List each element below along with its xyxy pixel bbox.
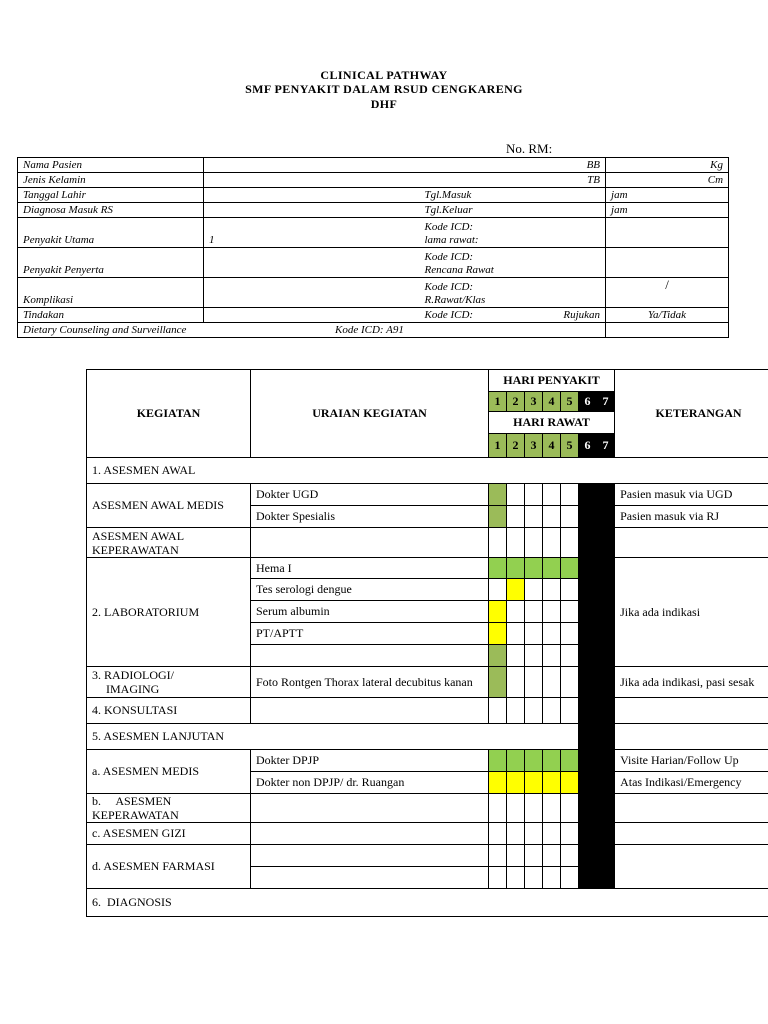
label-dietary: Dietary Counseling and Surveillance: [23, 324, 187, 336]
cell-empty: [204, 203, 420, 218]
item-dokter-non-dpjp: Dokter non DPJP/ dr. Ruangan: [251, 772, 489, 794]
doc-title-line1: CLINICAL PATHWAY: [320, 68, 448, 82]
day-cell: [543, 484, 561, 506]
day-cell: [489, 558, 507, 579]
day-cell: [561, 484, 579, 506]
day-cell: [543, 823, 561, 845]
day-cell: [561, 750, 579, 772]
label-kode-icd-2: Kode ICD:: [424, 251, 474, 263]
ket-ugd: Pasien masuk via UGD: [615, 484, 768, 506]
item-foto-rontgen: Foto Rontgen Thorax lateral decubitus kanan: [251, 667, 489, 698]
label-nama-pasien: Nama Pasien: [18, 158, 204, 173]
day-6-7-blocked: [579, 484, 615, 889]
section-asesmen-lanjutan: 5. ASESMEN LANJUTAN: [87, 724, 579, 750]
item-ptaptt: PT/APTT: [251, 623, 489, 645]
label-kode-icd-4: Kode ICD:: [424, 309, 474, 321]
day-cell: [507, 506, 525, 528]
row-radiologi: 3. RADIOLOGI/: [92, 668, 174, 682]
label-rujukan: Rujukan: [563, 309, 601, 321]
cell-empty: [606, 218, 729, 248]
item-empty: [251, 645, 489, 667]
row-asesmen-keperawatan: b. ASESMEN KEPERAWATAN: [87, 794, 251, 823]
ket-empty: [615, 794, 768, 823]
ket-empty: [615, 845, 768, 889]
day-cell: [561, 867, 579, 889]
label-diagnosa-masuk: Diagnosa Masuk RS: [18, 203, 204, 218]
day-cell: [489, 506, 507, 528]
patient-info-table: [17, 157, 729, 338]
ket-emergency: Atas Indikasi/Emergency: [615, 772, 768, 794]
day-penyakit-1: 1: [489, 392, 507, 412]
day-rawat-2: 2: [507, 434, 525, 458]
day-cell: [525, 645, 543, 667]
label-penyakit-penyerta: Penyakit Penyerta: [18, 248, 204, 278]
label-kode-icd-1: Kode ICD:: [424, 221, 474, 233]
day-cell: [489, 698, 507, 724]
day-cell: [543, 645, 561, 667]
day-cell: [489, 667, 507, 698]
label-jam-1: jam: [606, 188, 729, 203]
ket-visite: Visite Harian/Follow Up: [615, 750, 768, 772]
day-penyakit-3: 3: [525, 392, 543, 412]
day-cell: [507, 484, 525, 506]
day-cell: [507, 645, 525, 667]
item-empty: [251, 528, 489, 558]
day-cell: [507, 698, 525, 724]
day-cell: [525, 867, 543, 889]
day-rawat-4: 4: [543, 434, 561, 458]
label-tgl-keluar: Tgl.Keluar: [420, 203, 606, 218]
day-cell: [543, 601, 561, 623]
day-cell: [507, 823, 525, 845]
day-cell: [489, 772, 507, 794]
day-cell: [561, 528, 579, 558]
header-hari-rawat: HARI RAWAT: [489, 412, 615, 434]
row-asesmen-gizi: c. ASESMEN GIZI: [87, 823, 251, 845]
label-lama-rawat: lama rawat:: [424, 234, 479, 246]
ket-lab: Jika ada indikasi: [615, 558, 768, 667]
header-hari-penyakit: HARI PENYAKIT: [489, 370, 615, 392]
label-jenis-kelamin: Jenis Kelamin: [18, 173, 204, 188]
day-cell: [561, 601, 579, 623]
row-asesmen-awal-medis: ASESMEN AWAL MEDIS: [87, 484, 251, 528]
day-cell: [489, 750, 507, 772]
label-tb: TB: [204, 173, 606, 188]
day-cell: [507, 750, 525, 772]
item-albumin: Serum albumin: [251, 601, 489, 623]
item-dokter-dpjp: Dokter DPJP: [251, 750, 489, 772]
day-cell: [507, 667, 525, 698]
label-jam-2: jam: [606, 203, 729, 218]
label-rencana-rawat: Rencana Rawat: [424, 264, 494, 276]
day-penyakit-5: 5: [561, 392, 579, 412]
col-keterangan: KETERANGAN: [615, 370, 768, 458]
day-cell: [561, 579, 579, 601]
day-penyakit-4: 4: [543, 392, 561, 412]
day-cell: [507, 528, 525, 558]
day-cell: [525, 772, 543, 794]
day-cell: [525, 845, 543, 867]
section-asesmen-awal: 1. ASESMEN AWAL: [87, 458, 768, 484]
day-cell: [543, 794, 561, 823]
day-cell: [507, 845, 525, 867]
day-cell: [543, 750, 561, 772]
day-cell: [525, 506, 543, 528]
item-serologi: Tes serologi dengue: [251, 579, 489, 601]
item-dokter-ugd: Dokter UGD: [251, 484, 489, 506]
item-hema: Hema I: [251, 558, 489, 579]
cell-empty: [204, 248, 420, 278]
day-cell: [543, 623, 561, 645]
day-cell: [561, 623, 579, 645]
ket-empty: [615, 528, 768, 558]
day-cell: [561, 845, 579, 867]
day-cell: [489, 528, 507, 558]
day-cell: [525, 823, 543, 845]
item-empty: [251, 698, 489, 724]
col-uraian: URAIAN KEGIATAN: [251, 370, 489, 458]
day-rawat-7: 7: [597, 434, 615, 458]
ket-empty: [615, 698, 768, 724]
day-cell: [507, 623, 525, 645]
day-cell: [543, 772, 561, 794]
day-cell: [561, 794, 579, 823]
pathway-table: [86, 369, 768, 917]
label-bb: BB: [204, 158, 606, 173]
day-cell: [489, 794, 507, 823]
cell-empty: [204, 278, 420, 308]
label-kode-icd-a91: Kode ICD: A91: [335, 324, 404, 336]
value-ya-tidak: Ya/Tidak: [606, 308, 729, 323]
label-kode-icd-3: Kode ICD:: [424, 281, 474, 293]
item-empty: [251, 867, 489, 889]
slash-mark: /: [606, 278, 729, 308]
day-cell: [525, 623, 543, 645]
day-penyakit-7: 7: [597, 392, 615, 412]
day-cell: [507, 558, 525, 579]
day-cell: [525, 484, 543, 506]
item-empty: [251, 845, 489, 867]
row-asesmen-farmasi: d. ASESMEN FARMASI: [87, 845, 251, 889]
item-empty: [251, 823, 489, 845]
day-rawat-3: 3: [525, 434, 543, 458]
cell-empty: [606, 248, 729, 278]
day-cell: [543, 845, 561, 867]
row-radiologi-imaging: IMAGING: [106, 682, 160, 696]
cell-empty: [204, 188, 420, 203]
day-cell: [543, 528, 561, 558]
label-komplikasi: Komplikasi: [18, 278, 204, 308]
day-cell: [543, 667, 561, 698]
day-cell: [525, 528, 543, 558]
day-cell: [561, 506, 579, 528]
day-cell: [489, 601, 507, 623]
value-penyakit-utama: 1: [204, 218, 420, 248]
row-laboratorium: 2. LABORATORIUM: [87, 558, 251, 667]
day-cell: [543, 867, 561, 889]
day-cell: [525, 558, 543, 579]
day-cell: [489, 645, 507, 667]
day-cell: [489, 845, 507, 867]
day-cell: [489, 623, 507, 645]
ket-empty: [615, 724, 768, 750]
ket-empty: [615, 823, 768, 845]
cell-empty: [606, 323, 729, 338]
ket-rad: Jika ada indikasi, pasi sesak: [615, 667, 768, 698]
unit-cm: Cm: [606, 173, 729, 188]
day-cell: [561, 823, 579, 845]
label-tindakan: Tindakan: [18, 308, 204, 323]
cell-empty: [204, 308, 420, 323]
day-cell: [525, 698, 543, 724]
label-tanggal-lahir: Tanggal Lahir: [18, 188, 204, 203]
day-cell: [489, 579, 507, 601]
day-rawat-6: 6: [579, 434, 597, 458]
day-cell: [561, 558, 579, 579]
day-cell: [525, 579, 543, 601]
day-cell: [525, 601, 543, 623]
day-cell: [507, 772, 525, 794]
label-penyakit-utama: Penyakit Utama: [18, 218, 204, 248]
day-cell: [525, 794, 543, 823]
row-konsultasi: 4. KONSULTASI: [87, 698, 251, 724]
day-cell: [507, 794, 525, 823]
day-cell: [543, 698, 561, 724]
item-dokter-spesialis: Dokter Spesialis: [251, 506, 489, 528]
day-cell: [561, 772, 579, 794]
row-asesmen-awal-keperawatan: ASESMEN AWAL KEPERAWATAN: [87, 528, 251, 558]
day-cell: [507, 867, 525, 889]
row-asesmen-medis: a. ASESMEN MEDIS: [87, 750, 251, 794]
label-rawat-klas: R.Rawat/Klas: [424, 294, 486, 306]
day-penyakit-6: 6: [579, 392, 597, 412]
day-cell: [543, 558, 561, 579]
day-cell: [489, 484, 507, 506]
day-cell: [507, 601, 525, 623]
no-rm-label: No. RM:: [506, 141, 553, 156]
day-cell: [561, 645, 579, 667]
day-cell: [507, 579, 525, 601]
doc-title-line2: SMF PENYAKIT DALAM RSUD CENGKARENG: [245, 82, 523, 96]
day-cell: [489, 867, 507, 889]
day-cell: [489, 823, 507, 845]
day-rawat-1: 1: [489, 434, 507, 458]
day-cell: [561, 698, 579, 724]
item-empty: [251, 794, 489, 823]
unit-kg: Kg: [606, 158, 729, 173]
day-cell: [561, 667, 579, 698]
day-cell: [543, 579, 561, 601]
section-diagnosis: 6. DIAGNOSIS: [87, 889, 768, 917]
day-penyakit-2: 2: [507, 392, 525, 412]
day-rawat-5: 5: [561, 434, 579, 458]
ket-rj: Pasien masuk via RJ: [615, 506, 768, 528]
label-tgl-masuk: Tgl.Masuk: [420, 188, 606, 203]
day-cell: [525, 667, 543, 698]
col-kegiatan: KEGIATAN: [87, 370, 251, 458]
doc-title-line3: DHF: [370, 97, 398, 111]
day-cell: [543, 506, 561, 528]
day-cell: [525, 750, 543, 772]
